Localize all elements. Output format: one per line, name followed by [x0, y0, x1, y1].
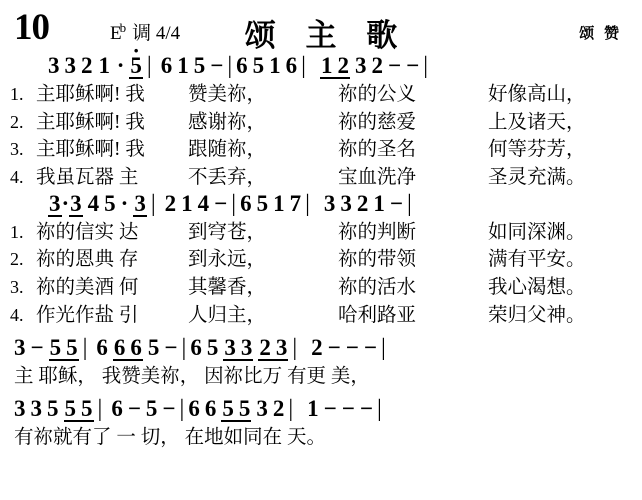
- lyric-seg: 作光作盐 引: [36, 304, 139, 326]
- measure: 3 3 2 1 −: [323, 190, 403, 216]
- lyric-seg: 祢的圣名: [338, 139, 417, 161]
- barline: |: [82, 334, 88, 361]
- lyric-seg: 人归主，: [188, 304, 267, 326]
- lyric-seg: 何等芬芳，: [488, 139, 586, 161]
- flat-symbol: b: [119, 19, 127, 35]
- barline: |: [146, 53, 152, 79]
- lyric-seg: 祢的恩典 存: [36, 249, 139, 271]
- lyric-seg: 我心渴想。: [488, 277, 586, 299]
- lyric-seg: 其馨香，: [188, 277, 267, 299]
- lyric-seg: 圣灵充满。: [488, 167, 586, 189]
- lyric-seg: 祢的活水: [338, 277, 417, 299]
- verse-number: 2.: [10, 111, 24, 132]
- song-number: 10: [14, 7, 49, 48]
- verse-line: [10, 246, 632, 274]
- lyric-seg: 祢的公义: [338, 84, 417, 105]
- measure: 3 3 5 5 5: [14, 395, 93, 421]
- measure: 6 5 3 3 2 3: [190, 334, 288, 360]
- lyric-seg: 祢的信实 达: [36, 221, 139, 243]
- barline: |: [288, 395, 294, 422]
- lyric-seg: 上及诸天，: [488, 111, 586, 133]
- barline: |: [181, 334, 187, 361]
- measure: 1 2 3 2 − −: [320, 53, 420, 78]
- barline: |: [292, 334, 298, 361]
- measure: 3 − 5 5: [14, 334, 78, 360]
- barline: |: [301, 53, 306, 79]
- barline: |: [150, 190, 156, 217]
- section-one: [10, 54, 632, 192]
- barline: |: [376, 395, 382, 422]
- lyric-seg: 到穹苍，: [188, 221, 267, 243]
- measure: 2 1 4 −: [164, 190, 228, 216]
- lyric-seg: 不丢弃，: [188, 167, 267, 189]
- verse-line: [10, 164, 632, 192]
- measure: 6 1 5 −: [160, 53, 224, 78]
- lyric-seg: 哈利路亚: [338, 304, 417, 326]
- lyric-seg: 赞美祢，: [188, 84, 267, 105]
- sheet-header: [10, 4, 632, 54]
- measure: 2 − − −: [311, 334, 377, 360]
- measure: 6 5 1 7: [240, 190, 302, 216]
- measure: 6 6 5 5 3 2: [188, 395, 285, 421]
- barline: |: [231, 190, 237, 217]
- notation-row-2: [10, 192, 632, 217]
- lyric-seg: 主耶稣啊! 我: [36, 139, 145, 161]
- lyric-seg: 好像高山，: [488, 84, 586, 105]
- barline: |: [179, 395, 185, 422]
- notation-row-4: [10, 397, 632, 422]
- lyric-seg: 宝血洗净: [338, 167, 417, 189]
- lyric-seg: 主耶稣啊! 我: [36, 84, 145, 105]
- barline: |: [380, 334, 386, 361]
- lyric-seg: 到永远，: [188, 249, 267, 271]
- chorus-section: [10, 336, 632, 453]
- lyric-seg: 感谢祢，: [188, 111, 267, 133]
- time-signature: 调 4/4: [132, 23, 181, 44]
- verse-number: 4.: [10, 304, 24, 325]
- measure: 6 − 5 −: [111, 395, 176, 421]
- barline: |: [305, 190, 310, 217]
- measure: 1 − − −: [307, 395, 373, 421]
- verse-line: [10, 109, 632, 137]
- notation-row-3: [10, 336, 632, 361]
- verse-line: [10, 136, 632, 164]
- lyric-seg: 祢的慈爱: [338, 111, 417, 133]
- barline: |: [97, 395, 103, 422]
- measure: 3·3 4 5 · 3: [49, 190, 146, 216]
- lyric-seg: 祢的带领: [338, 249, 417, 271]
- measure: 3 3 2 1 · · 5: [28, 54, 143, 79]
- verse-line: [10, 302, 632, 330]
- lyric-seg: 主耶稣啊! 我: [36, 111, 145, 133]
- lyric-seg: 祢的判断: [338, 221, 417, 243]
- chorus-lyric-line: 主 耶稣， 我赞美祢， 因祢比万 有更 美，: [14, 365, 370, 387]
- page-title: 颂 主 歌: [244, 18, 409, 53]
- chorus-lyric-line: 有祢就有了 一 切， 在地如同在 天。: [14, 426, 327, 448]
- verse-number: 3.: [10, 277, 24, 298]
- key-letter: E: [110, 23, 122, 44]
- lyric-seg: 满有平安。: [488, 249, 586, 271]
- measure: 6 6 6 5 −: [96, 334, 178, 360]
- lyric-seg: 荣归父神。: [488, 304, 586, 326]
- lyric-seg: 我虽瓦器 主: [36, 167, 139, 189]
- byline: 颂 赞: [579, 26, 622, 42]
- verse-line: [10, 81, 632, 109]
- verse-number: 4.: [10, 167, 24, 188]
- verse-number: 1.: [10, 221, 24, 242]
- verse-number: 2.: [10, 249, 24, 270]
- notation-row-1: [10, 54, 632, 79]
- section-two: [10, 192, 632, 330]
- lyric-seg: 如同深渊。: [488, 221, 586, 243]
- verse-number: 1.: [10, 84, 24, 104]
- verse-line: [10, 274, 632, 302]
- barline: |: [227, 53, 233, 79]
- lyric-seg: 跟随祢，: [188, 139, 267, 161]
- lyric-seg: 祢的美酒 何: [36, 277, 139, 299]
- barline: |: [407, 190, 412, 217]
- barline: |: [423, 53, 428, 79]
- measure: 6 5 1 6: [236, 53, 298, 78]
- verse-number: 3.: [10, 139, 24, 160]
- verse-line: [10, 219, 632, 247]
